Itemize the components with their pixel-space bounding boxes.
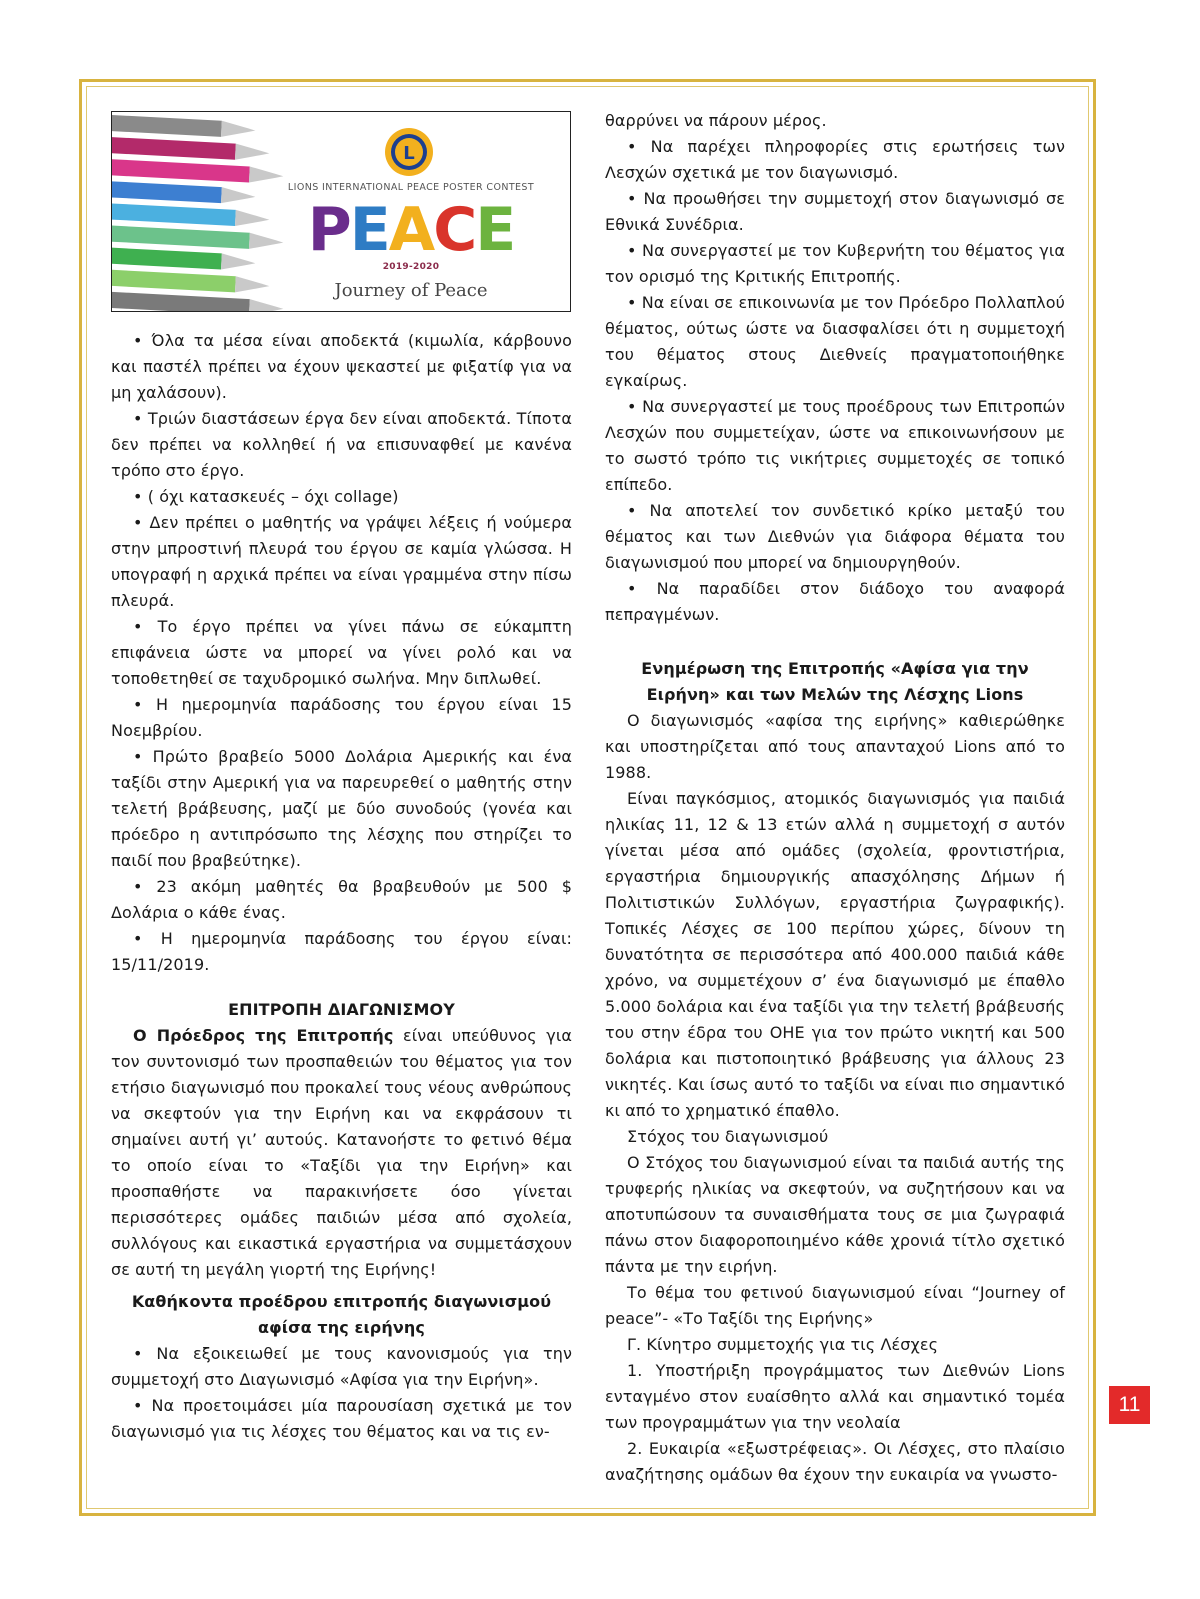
section-heading: Ειρήνη» και των Μελών της Λέσχης Lions	[646, 685, 1024, 704]
paragraph: θαρρύνει να πάρουν μέρος.	[605, 111, 827, 130]
peace-letter: A	[388, 195, 434, 265]
paragraph: Στόχος του διαγωνισμού	[627, 1127, 829, 1146]
paragraph: • Όλα τα μέσα είναι αποδεκτά (κιμωλία, κάρβουνο και παστέλ πρέπει να έχουν ψεκαστεί με φιξατίφ για να μη χαλάσουν).	[111, 331, 572, 402]
peace-letter: P	[307, 195, 350, 265]
poster-subtitle: Journey of Peace	[334, 280, 488, 301]
paragraph-text: είναι υπεύθυνος για τον συντονισμό των προσπαθειών του θέματος για τον ετήσιο διαγωνισμό που προκαλεί τους νέους ανθρώπους να σκεφτούν για την Ειρήνη και να εκφράσουν τι σημαίνει αυτή γι’ αυτούς. Κατανοήστε το φετινό θέμα το οποίο είναι το «Ταξίδι για την Ειρήνη» και προσπαθήστε να παρακινήσετε όσο γίνεται περισσότερες ομάδες παιδιών μέσα από σχολεία, συλλόγους και εικαστικά εργαστήρια να συμμετάσχουν σε αυτή τη μεγάλη γιορτή της Ειρήνης!	[111, 1026, 572, 1279]
paragraph: Το θέμα του φετινού διαγωνισμού είναι “Journey of peace”- «Το Ταξίδι της Ειρήνης»	[605, 1283, 1065, 1328]
paragraph: • Η ημερομηνία παράδοσης του έργου είναι 15 Νοεμβρίου.	[111, 695, 572, 740]
paragraph: Ο Στόχος του διαγωνισμού είναι τα παιδιά αυτής της τρυφερής ηλικίας να σκεφτούν, να συζητήσουν και να αποτυπώσουν τα συναισθήματα τους σε μια ζωγραφιά πάνω στον διαφοροποιημένο κάθε χρονιά τίτλο σχετικό πάντα με την ειρήνη.	[605, 1153, 1065, 1276]
peace-letter: E	[349, 195, 389, 265]
left-column	[111, 328, 572, 1445]
pen	[112, 115, 256, 139]
paragraph: • Να προωθήσει την συμμετοχή στον διαγωνισμό σε Εθνικά Συνέδρια.	[605, 189, 1065, 234]
paragraph: • Η ημερομηνία παράδοσης του έργου είναι: 15/11/2019.	[111, 929, 572, 974]
pen	[112, 270, 270, 294]
paragraph: • Να συνεργαστεί με τον Κυβερνήτη του θέματος για τον ορισμό της Κριτικής Επιτροπής.	[605, 241, 1065, 286]
paragraph: • Δεν πρέπει ο μαθητής να γράψει λέξεις ή νούμερα στην μπροστινή πλευρά του έργου σε καμία γλώσσα. Η υπογραφή η αρχικά πρέπει να είναι γραμμένα στην πίσω πλευρά.	[111, 513, 572, 610]
paragraph: Ο διαγωνισμός «αφίσα της ειρήνης» καθιερώθηκε και υποστηρίζεται από τους απανταχού Lions από το 1988.	[605, 711, 1065, 782]
paragraph: • Να αποτελεί τον συνδετικό κρίκο μεταξύ του θέματος και των Διεθνών για διάφορα θέματα του διαγωνισμού που μπορεί να δημιουργηθούν.	[605, 501, 1065, 572]
svg-text:L: L	[403, 143, 415, 164]
pen	[112, 248, 256, 272]
paragraph: • Να είναι σε επικοινωνία με τον Πρόεδρο Πολλαπλού θέματος, ούτως ώστε να διασφαλίσει ότι η συμμετοχή του θέματος στους Διεθνείς πραγματοποιήθηκε εγκαίρως.	[605, 293, 1065, 390]
peace-wordmark	[252, 196, 570, 264]
section-heading: Καθήκοντα προέδρου επιτροπής διαγωνισμού	[131, 1292, 552, 1311]
paragraph: • ( όχι κατασκευές – όχι collage)	[133, 487, 399, 506]
paragraph: • Το έργο πρέπει να γίνει πάνω σε εύκαμπτη επιφάνεια ώστε να μπορεί να γίνει ρολό και να τοποθετηθεί σε ταχυδρομικό σωλήνα. Μην διπλωθεί.	[111, 617, 572, 688]
paragraph: 2. Ευκαιρία «εξωστρέφειας». Οι Λέσχες, στο πλαίσιο αναζήτησης ομάδων θα έχουν την ευκαιρία να γνωστο-	[605, 1439, 1065, 1484]
paragraph	[111, 1023, 572, 1283]
paragraph: • 23 ακόμη μαθητές θα βραβευθούν με 500 $ Δολάρια ο κάθε ένας.	[111, 877, 572, 922]
paragraph: Είναι παγκόσμιος, ατομικός διαγωνισμός για παιδιά ηλικίας 11, 12 & 13 ετών αλλά η συμμετοχή σ αυτόν γίνεται μέσα από ομάδες (σχολεία, φροντιστήρια, εργαστήρια δημιουργικής απασχόλησης Δήμων ή Πολιτιστικών Συλλόγων, εργαστήρια ζωγραφικής). Τοπικές Λέσχες σε 100 περίπου χώρες, δίνουν τη δυνατότητα σε περισσότερα από 400.000 παιδιά κάθε χρόνο, να συμμετέχουν σ’ ένα διαγωνισμό με έπαθλο 5.000 δολάρια και ένα ταξίδι για την τελετή βράβευσής του στην έδρα του ΟΗΕ για τον πρώτο νικητή και 500 δολάρια και πιστοποιητικό βράβευσης για άλλους 23 νικητές. Και ίσως αυτό το ταξίδι να είναι πιο σημαντικό κι από το χρηματικό έπαθλο.	[605, 789, 1065, 1120]
peace-poster-image	[111, 111, 571, 312]
pen	[112, 137, 270, 161]
paragraph: Γ. Κίνητρο συμμετοχής για τις Λέσχες	[627, 1335, 939, 1354]
paragraph: • Πρώτο βραβείο 5000 Δολάρια Αμερικής και ένα ταξίδι στην Αμερική για να παρευρεθεί ο μαθητής στην τελετή βράβευσης, μαζί με δύο συνοδούς (γονέα και πρόεδρο η αντιπρόσωπο της λέσχης που στηρίζει το παιδί που βραβεύτηκε).	[111, 747, 572, 870]
page-number: 11	[1109, 1386, 1150, 1424]
contest-years: 2019-2020	[382, 262, 440, 272]
paragraph: • Να προετοιμάσει μία παρουσίαση σχετικά με τον διαγωνισμό για τις λέσχες του θέματος και να τις εν-	[111, 1396, 572, 1441]
pen	[112, 181, 256, 205]
lions-club-logo	[383, 126, 435, 178]
bold-lead: Ο Πρόεδρος της Επιτροπής	[133, 1026, 394, 1045]
contest-title: LIONS INTERNATIONAL PEACE POSTER CONTEST	[287, 182, 535, 193]
section-heading: ΕΠΙΤΡΟΠΗ ΔΙΑΓΩΝΙΣΜΟΥ	[228, 1000, 455, 1019]
paragraph: • Τριών διαστάσεων έργα δεν είναι αποδεκτά. Τίποτα δεν πρέπει να κολληθεί ή να επισυναφθεί με κανένα τρόπο στο έργο.	[111, 409, 572, 480]
section-heading: Ενημέρωση της Επιτροπής «Αφίσα για την	[641, 659, 1029, 678]
paragraph: • Να παραδίδει στον διάδοχο του αναφορά πεπραγμένων.	[605, 579, 1065, 624]
paragraph: • Να συνεργαστεί με τους προέδρους των Επιτροπών Λεσχών που συμμετείχαν, ώστε να επικοινωνήσουν με το σωστό τρόπο τις νικήτριες συμμετοχές σε τοπικό επίπεδο.	[605, 397, 1065, 494]
peace-letter: C	[433, 195, 476, 265]
paragraph: • Να παρέχει πληροφορίες στις ερωτήσεις των Λεσχών σχετικά με τον διαγωνισμό.	[605, 137, 1065, 182]
pen	[112, 203, 270, 227]
peace-letter: E	[475, 195, 515, 265]
section-heading: αφίσα της ειρήνης	[258, 1318, 425, 1337]
paragraph: 1. Υποστήριξη προγράμματος των Διεθνών Lions ενταγμένο στον ευαίσθητο αλλά και σημαντικό τομέα των προγραμμάτων για την νεολαία	[605, 1361, 1065, 1432]
paragraph: • Να εξοικειωθεί με τους κανονισμούς για την συμμετοχή στο Διαγωνισμό «Αφίσα για την Ειρήνη».	[111, 1344, 572, 1389]
right-column	[605, 108, 1065, 1488]
